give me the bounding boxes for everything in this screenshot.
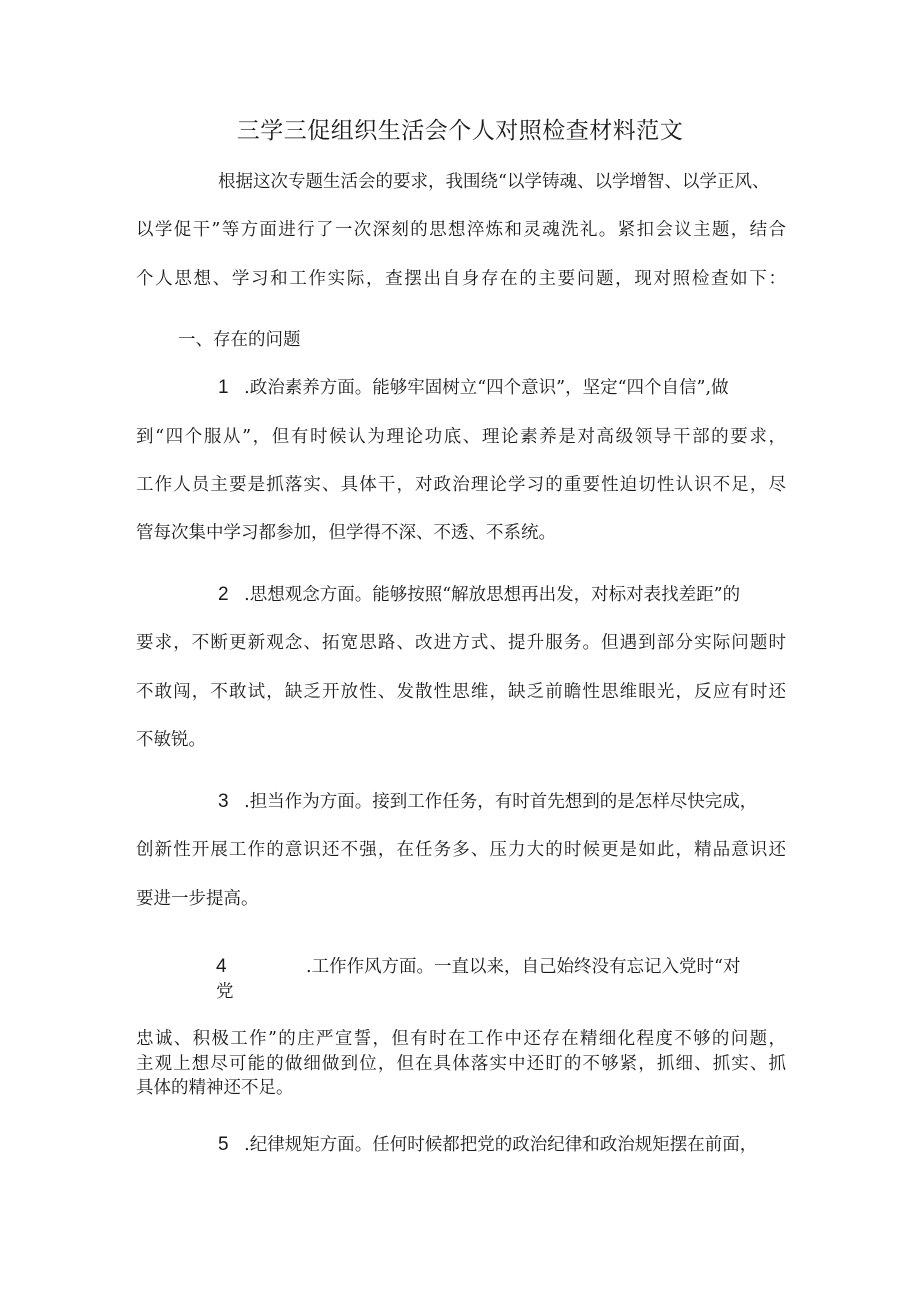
item-number: 2 (218, 584, 229, 605)
item-number: 4 (216, 956, 227, 977)
item-3-first-line (218, 790, 757, 814)
item-2-line-2: 要求，不断更新观念、拓宽思路、改进方式、提升服务。但遇到部分实际问题时 (136, 633, 786, 653)
item-2-line-4: 不敏锐。 (136, 730, 206, 750)
item-number: 3 (218, 791, 229, 812)
intro-line-3: 个人思想、学习和工作实际，查摆出自身存在的主要问题，现对照检查如下： (136, 269, 786, 289)
item-1-line-4: 管每次集中学习都参加，但学得不深、不透、不系统。 (136, 523, 556, 543)
item-2-first-line (218, 583, 740, 607)
item-text: .政治素养方面。能够牢固树立“四个意识”，坚定“四个自信”,做 (244, 378, 729, 398)
intro-line-1: 根据这次专题生活会的要求，我围绕“以学铸魂、以学增智、以学正风、 (218, 172, 770, 192)
item-text: .纪律规矩方面。任何时候都把党的政治纪律和政治规矩摆在前面， (244, 1135, 758, 1155)
item-4-line-1-text: .工作作风方面。一直以来，自己始终没有忘记入党时“对 (306, 957, 741, 977)
item-3-line-3: 要进一步提高。 (136, 889, 259, 909)
item-2-line-3: 不敢闯，不敢试，缺乏开放性、发散性思维，缺乏前瞻性思维眼光，反应有时还 (136, 682, 786, 702)
item-3-line-2: 创新性开展工作的意识还不强，在任务多、压力大的时候更是如此，精品意识还 (136, 840, 786, 860)
item-1-line-3: 工作人员主要是抓落实、具体干，对政治理论学习的重要性迫切性认识不足，尽 (136, 475, 786, 495)
item-4-line-3: 主观上想尽可能的做细做到位，但在具体落实中还盯的不够紧，抓细、抓实、抓 (136, 1054, 786, 1074)
item-4-first-line (216, 955, 227, 979)
item-4-line-4: 具体的精神还不足。 (136, 1078, 294, 1098)
item-4-wrap-char: 党 (216, 982, 234, 1002)
section-heading: 一、存在的问题 (178, 330, 301, 350)
item-1-line-2: 到“四个服从”，但有时候认为理论功底、理论素养是对高级领导干部的要求， (136, 427, 786, 447)
item-5-first-line (218, 1133, 757, 1157)
item-4-line-2: 忠诚、积极工作”的庄严宣誓，但有时在工作中还存在精细化程度不够的问题， (136, 1029, 786, 1049)
item-text: .担当作为方面。接到工作任务，有时首先想到的是怎样尽快完成， (244, 792, 758, 812)
document-title: 三学三促组织生活会个人对照检查材料范文 (236, 118, 684, 144)
item-1-first-line (218, 376, 729, 400)
item-number: 5 (218, 1134, 229, 1155)
intro-line-2: 以学促干”等方面进行了一次深刻的思想淬炼和灵魂洗礼。紧扣会议主题，结合 (136, 220, 786, 240)
item-text: .思想观念方面。能够按照“解放思想再出发，对标对表找差距”的 (244, 585, 741, 605)
item-number: 1 (218, 377, 229, 398)
